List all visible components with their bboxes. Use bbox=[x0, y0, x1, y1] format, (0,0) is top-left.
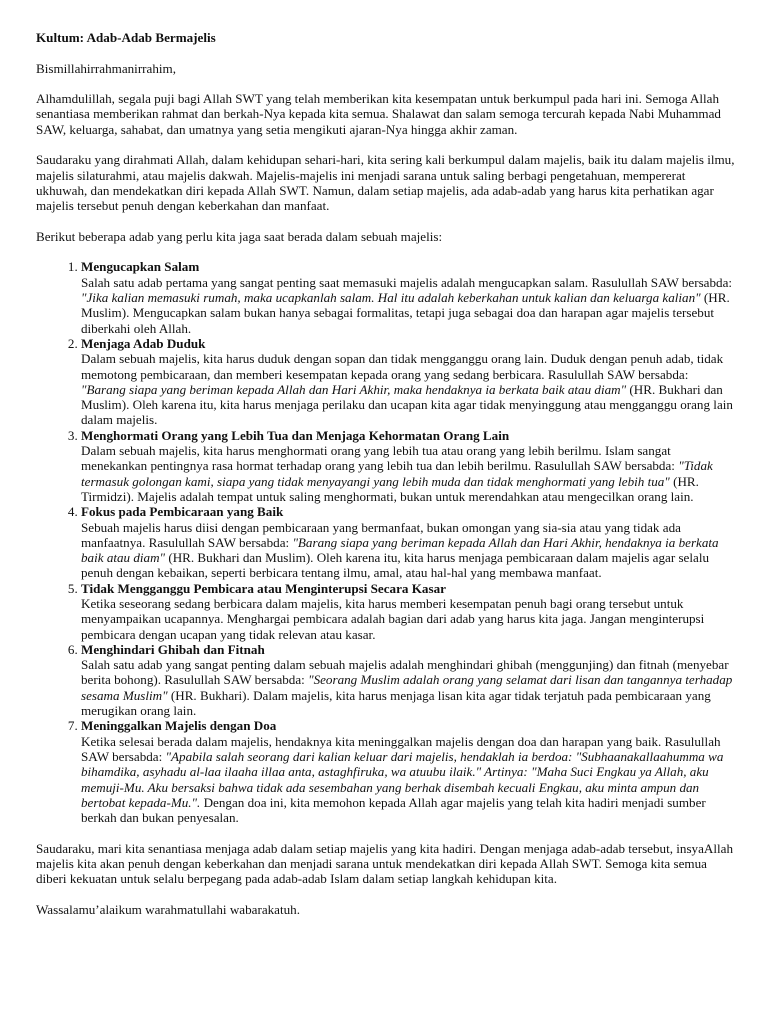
list-item-text: (HR. Tirmidzi). Majelis adalah tempat untuk saling menghormati, bukan untuk merendahkan atau mengecilkan orang lain. bbox=[81, 473, 699, 504]
list-item-text: (HR. Bukhari dan Muslim). Oleh karena itu, kita harus menjaga pembicaraan dalam majelis agar selalu penuh dengan kebaikan, seperti berbicara tentang ilmu, amal, atau hal-hal yang membawa manfaat. bbox=[81, 550, 710, 581]
list-item bbox=[81, 642, 736, 718]
list-item-title: 6. Menghindari Ghibah dan Fitnah bbox=[81, 641, 265, 657]
list-item-title: 2. Menjaga Adab Duduk bbox=[81, 335, 206, 351]
context-paragraph: Saudaraku yang dirahmati Allah, dalam kehidupan sehari-hari, kita sering kali berkumpul dalam majelis, baik itu dalam majelis ilmu, majelis silaturahmi, atau majelis dakwah. Majelis-majelis ini menjadi sarana untuk saling berbagi pengetahuan, mempererat ukhuwah, dan mendekatkan diri kepada Allah SWT. Namun, dalam setiap majelis, ada adab-adab yang harus kita perhatikan agar majelis tersebut penuh dengan keberkahan dan manfaat. bbox=[36, 152, 735, 214]
hadith-quote: "Seorang Muslim adalah orang yang selamat dari lisan dan tangannya terhadap sesama Muslim" bbox=[81, 672, 733, 703]
hadith-quote: "Barang siapa yang beriman kepada Allah dan Hari Akhir, hendaknya ia berkata baik atau diam" bbox=[81, 534, 719, 566]
list-item-text: Dalam sebuah majelis, kita harus duduk dengan sopan dan tidak mengganggu orang lain. Duduk dengan penuh adab, tidak memotong pembicaraan, dan memberi kesempatan kepada orang yang sedang berbicara. Rasulullah SAW bersabda: bbox=[81, 351, 724, 382]
hadith-quote: "Jika kalian memasuki rumah, maka ucapkanlah salam. Hal itu adalah keberkahan untuk kalian dan keluarga kalian" bbox=[81, 290, 701, 306]
document-page bbox=[36, 30, 736, 933]
list-item-text: (HR. Bukhari). Dalam majelis, kita harus menjaga lisan kita agar tidak terjatuh pada pembicaraan yang merugikan orang lain. bbox=[81, 687, 711, 719]
hadith-quote: "Barang siapa yang beriman kepada Allah dan Hari Akhir, maka hendaknya ia berkata baik atau diam" bbox=[81, 381, 627, 397]
list-item-body bbox=[81, 520, 736, 581]
list-item bbox=[81, 581, 736, 642]
list-item-title: 1. Mengucapkan Salam bbox=[81, 259, 200, 275]
list-item-text: Ketika seseorang sedang berbicara dalam majelis, kita harus memberi kesempatan penuh bagi orang tersebut untuk menyampaikan ucapannya. Menghargai pembicara adalah bagian dari adab yang harus kita jaga. Jangan menginterupsi pembicara dengan ucapan yang tidak relevan atau kasar. bbox=[81, 595, 705, 642]
list-item bbox=[81, 259, 736, 335]
hadith-quote: "Tidak termasuk golongan kami, siapa yang tidak menyayangi yang lebih muda dan tidak menghormati yang lebih tua" bbox=[81, 458, 713, 489]
hadith-quote: "Apabila salah seorang dari kalian keluar dari majelis, hendaklah ia berdoa: "Subhaanakallaahumma wa bihamdika, asyhadu al-laa ilaaha illaa anta, astaghfiruka, wa atuubu ilaik." Artinya: "Maha Suci Engkau ya Allah, aku memuji-Mu. Aku bersaksi bahwa tidak ada sesembahan yang berhak disembah kecuali Engkau, aku minta ampun dan bertobat kepada-Mu.". bbox=[81, 748, 724, 810]
list-item-body bbox=[81, 275, 736, 336]
opening-basmala: Bismillahirrahmanirrahim, bbox=[36, 60, 176, 76]
list-item-body bbox=[81, 734, 736, 826]
list-item-body bbox=[81, 443, 736, 504]
list-item-body bbox=[81, 596, 736, 642]
list-item-title: 7. Meninggalkan Majelis dengan Doa bbox=[81, 718, 277, 734]
list-item bbox=[81, 504, 736, 580]
list-item-text: Ketika selesai berada dalam majelis, hendaknya kita meninggalkan majelis dengan doa dan harapan yang baik. Rasulullah SAW bersabda: bbox=[81, 733, 721, 764]
closing-paragraph: Saudaraku, mari kita senantiasa menjaga adab dalam setiap majelis yang kita hadiri. Dengan menjaga adab-adab tersebut, insyaAllah majelis kita akan penuh dengan keberkahan dan menjadi sarana untuk mendekatkan diri kepada Allah SWT. Semoga kita semua diberi kekuatan untuk selalu berpegang pada adab-adab Islam dalam setiap langkah kehidupan kita. bbox=[36, 840, 733, 887]
list-item-text: Dalam sebuah majelis, kita harus menghormati orang yang lebih tua atau orang yang lebih berilmu. Islam sangat menekankan pentingnya rasa hormat terhadap orang yang lebih tua dan lebih berilmu. Rasulullah SAW bersabda: bbox=[81, 443, 679, 474]
list-item bbox=[81, 336, 736, 428]
intro-paragraph: Alhamdulillah, segala puji bagi Allah SWT yang telah memberikan kita kesempatan untuk berkumpul pada hari ini. Semoga Allah senantiasa memberikan rahmat dan berkah-Nya kepada kita semua. Shalawat dan salam semoga tercurah kepada Nabi Muhammad SAW, keluarga, sahabat, dan umatnya yang setia mengikuti ajaran-Nya hingga akhir zaman. bbox=[36, 91, 721, 137]
list-item-text: (HR. Bukhari dan Muslim). Oleh karena itu, kita harus menjaga perilaku dan ucapan kita agar tidak menyinggung atau mengganggu orang lain dalam majelis. bbox=[81, 381, 733, 428]
list-item bbox=[81, 428, 736, 504]
list-item-body bbox=[81, 351, 736, 427]
document-title: Kultum: Adab-Adab Bermajelis bbox=[36, 30, 216, 45]
list-item-text: Sebuah majelis harus diisi dengan pembicaraan yang bermanfaat, bukan omongan yang sia-sia atau yang tidak ada manfaatnya. Rasulullah SAW bersabda: bbox=[81, 519, 681, 550]
list-item-text: Dengan doa ini, kita memohon kepada Allah agar majelis yang telah kita hadiri menjadi sumber berkah dan bukan penyesalan. bbox=[81, 794, 706, 826]
list-item bbox=[81, 718, 736, 825]
closing-salutation: Wassalamu’alaikum warahmatullahi wabarakatuh. bbox=[36, 901, 300, 917]
adab-list bbox=[36, 259, 736, 825]
list-item-text: Salah satu adab pertama yang sangat penting saat memasuki majelis adalah mengucapkan salam. Rasulullah SAW bersabda: bbox=[81, 274, 733, 290]
list-item-body bbox=[81, 657, 736, 718]
list-item-title: 5. Tidak Mengganggu Pembicara atau Menginterupsi Secara Kasar bbox=[81, 580, 446, 596]
list-item-title: 4. Fokus pada Pembicaraan yang Baik bbox=[81, 504, 284, 520]
list-lead-paragraph: Berikut beberapa adab yang perlu kita jaga saat berada dalam sebuah majelis: bbox=[36, 228, 443, 244]
list-item-text: Salah satu adab yang sangat penting dalam sebuah majelis adalah menghindari ghibah (menggunjing) dan fitnah (menyebar berita bohong). Rasulullah SAW bersabda: bbox=[81, 657, 729, 688]
list-item-text: (HR. Muslim). Mengucapkan salam bukan hanya sebagai formalitas, tetapi juga sebagai doa dan harapan agar majelis tersebut diberkahi oleh Allah. bbox=[81, 290, 730, 336]
list-item-title: 3. Menghormati Orang yang Lebih Tua dan Menjaga Kehormatan Orang Lain bbox=[81, 427, 510, 443]
